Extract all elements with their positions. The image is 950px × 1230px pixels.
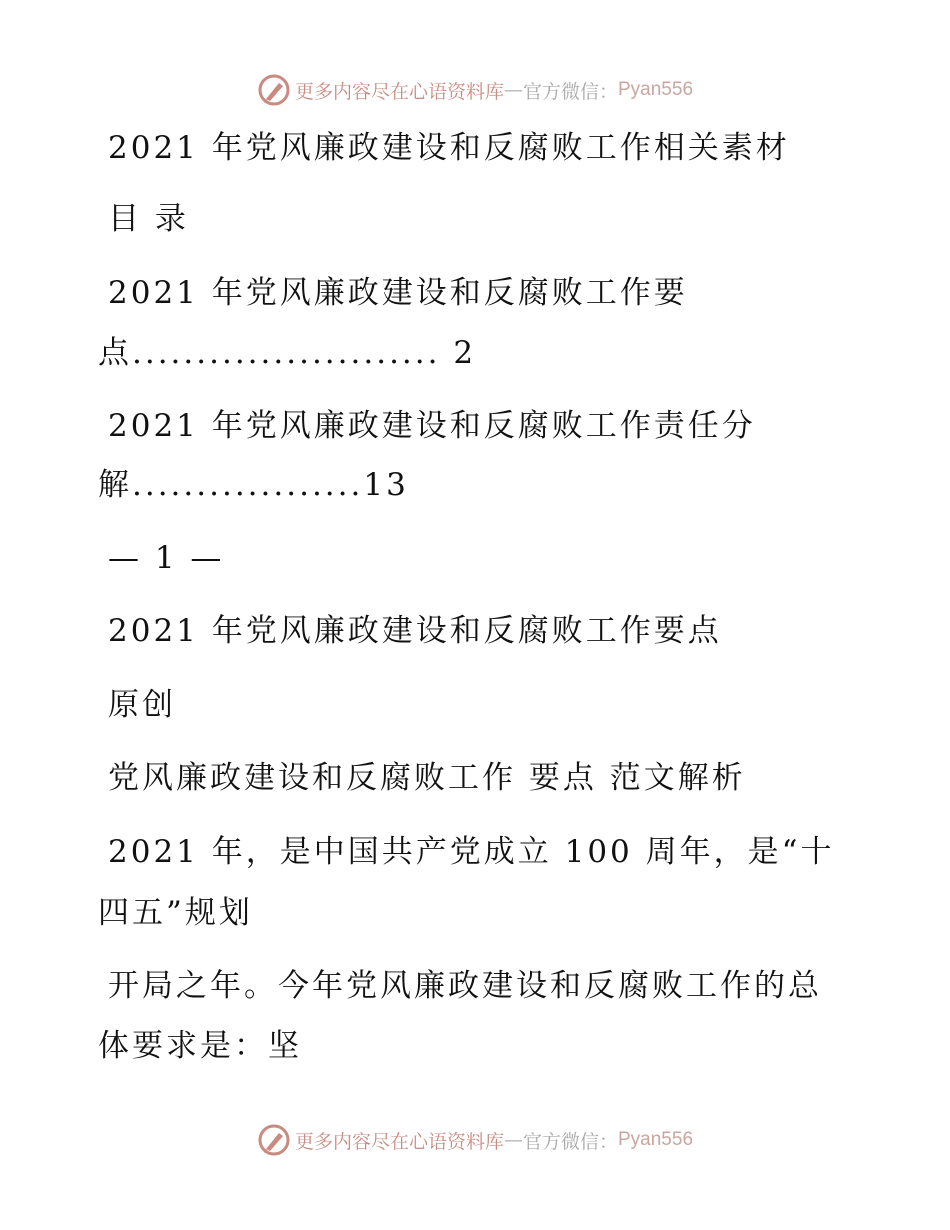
pen-logo-icon	[257, 73, 291, 107]
toc-heading: 目 录	[108, 201, 189, 237]
watermark-wechat-label: 官方微信：	[522, 80, 618, 103]
paragraph-line-2: 四五”规划	[98, 895, 253, 931]
watermark-separator: —	[503, 79, 523, 101]
tag-original: 原创	[108, 687, 176, 723]
keywords-line: 党风廉政建设和反腐败工作 要点 范文解析	[108, 760, 746, 796]
toc-entry-2-line-1: 2021 年党风廉政建设和反腐败工作责任分	[108, 408, 756, 444]
toc-entry-1-line-2: 点........................ 2	[98, 335, 477, 371]
watermark-wechat-label: 官方微信：	[522, 1130, 618, 1153]
toc-entry-2-line-2: 解..................13	[98, 467, 409, 503]
pen-logo-icon	[257, 1123, 291, 1157]
watermark-brand: 更多内容尽在心语资料库	[294, 1130, 504, 1153]
watermark-header	[0, 70, 950, 110]
watermark-wechat-id: Pyan556	[618, 79, 694, 100]
document-title: 2021 年党风廉政建设和反腐败工作相关素材	[108, 130, 790, 166]
page-marker: — 1 —	[108, 540, 225, 576]
watermark-separator: —	[503, 1129, 523, 1151]
paragraph-line-4: 体要求是：坚	[98, 1028, 302, 1064]
section-title: 2021 年党风廉政建设和反腐败工作要点	[108, 613, 722, 649]
toc-entry-1-line-1: 2021 年党风廉政建设和反腐败工作要	[108, 275, 688, 311]
watermark-footer	[0, 1120, 950, 1160]
paragraph-line-3: 开局之年。今年党风廉政建设和反腐败工作的总	[108, 968, 822, 1004]
watermark-wechat-id: Pyan556	[618, 1129, 694, 1150]
watermark-brand: 更多内容尽在心语资料库	[294, 80, 504, 103]
paragraph-line-1: 2021 年，是中国共产党成立 100 周年，是“十	[108, 834, 835, 870]
